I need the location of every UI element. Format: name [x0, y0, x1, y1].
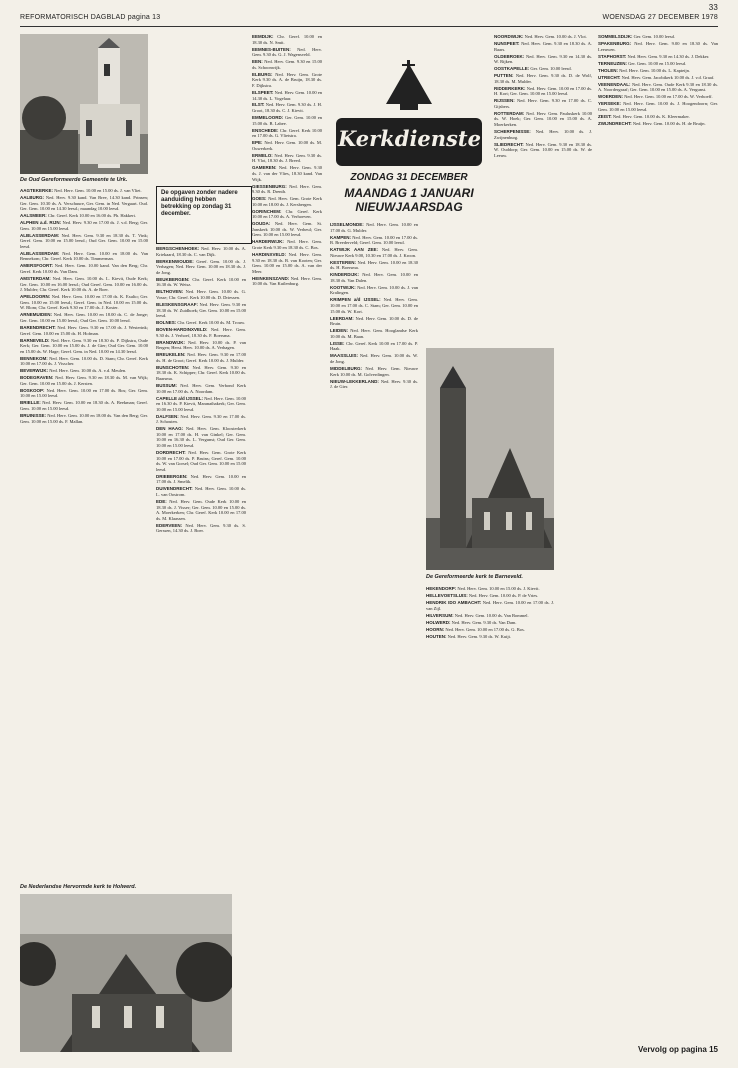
service-entry: DEN HAAG: Ned. Herv. Gem. Kloosterkerk 10.00 en 17.00 ds. H. van Ginkel; Ger. Gem. 10.00 en 16.30 ds. L. Vergunst; Oud Ger. Gem. 10.00 en 15.00 leesd. — [156, 426, 246, 449]
service-entry: HOLWERD: Ned. Herv. Gem. 9.30 ds. Van Dam. — [426, 619, 517, 625]
service-entry: ZEIST: Ned. Herv. Gem. 10.00 ds. K. Kleermaker. — [598, 113, 690, 119]
service-entry: BLESKENSGRAAF: Ned. Herv. Gem. 9.30 en 18.30 ds. W. Zuidhoek; Ger. Gem. 10.00 en 15.00 leesd. — [156, 301, 246, 319]
service-entry: SOMMELSDIJK: Ger. Gem. 10.00 leesd. — [598, 34, 676, 39]
service-entry: HELLEVOETSLUIS: Ned. Herv. Gem. 10.00 ds. P. de Vries. — [426, 592, 539, 598]
service-entry: DRIEBERGEN: Ned. Herv. Gem. 10.00 en 17.00 ds. J. Smelik. — [156, 473, 246, 485]
date-monday: MAANDAG 1 JANUARI — [344, 186, 474, 200]
service-entry: AALSMEER: Chr. Geref. Kerk 10.00 en 16.00 ds. Ph. Hakkert. — [20, 213, 136, 219]
service-entry: KRIMPEN a/d IJSSEL: Ned. Herv. Gem. 10.00 en 17.00 ds. C. Stam; Ger. Gem. 10.00 en 15.00 ds. W. Kort. — [330, 297, 418, 314]
service-entry: EEN: Ned. Herv. Gem. 9.30 en 15.00 ds. Schoonwijk. — [252, 59, 322, 70]
date-newyear: NIEUWJAARSDAG — [355, 200, 463, 214]
service-entry: EEMNES-BUITEN: Ned. Herv. Gem. 9.30 ds. G. J. Wagensveld. — [252, 46, 322, 58]
service-entry: WOERDEN: Ned. Herv. Gem. 10.00 en 17.00 ds. W. Verhoeff. — [598, 94, 713, 100]
service-entry: DALFSEN: Ned. Herv. Gem. 9.30 en 17.00 ds. J. Schouten. — [156, 413, 246, 425]
caption-church-holwerd: De Nederlandse Hervormde kerk te Holwerd. — [20, 884, 137, 890]
service-entry: YERSEKE: Ned. Herv. Gem. 10.00 ds. J. Hoogendoorn; Ger. Gem. 10.00 en 15.00 leesd. — [598, 101, 718, 112]
service-entry: SLIEDRECHT: Ned. Herv. Gem. 9.30 en 18.30 ds. W. Ouddorp; Ger. Gem. 10.00 en 15.00 ds. W. de Leeuw. — [494, 141, 592, 158]
service-entry: EDERVEEN: Ned. Herv. Gem. 9.30 ds. S. Gerssen, 14.30 ds. J. Boer. — [156, 522, 246, 534]
service-entry: BUNSCHOTEN: Ned. Herv. Gem. 9.30 en 18.30 ds. K. Schipper; Chr. Geref. Kerk 10.00 ds. Baarsma. — [156, 364, 246, 381]
service-entry: HOORN: Ned. Herv. Gem. 10.00 en 17.00 ds. G. Bos. — [426, 626, 525, 632]
service-entry: BEUKBERGEN: Chr. Geref. Kerk 10.00 en 16.30 ds. W. Weisz. — [156, 276, 246, 288]
caption-church-barneveld: De Gereformeerde kerk te Barneveld. — [426, 574, 523, 580]
service-entry: TERNEUZEN: Ger. Gem. 10.00 en 15.00 leesd. — [598, 60, 687, 66]
service-entry: NUNSPEET: Ned. Herv. Gem. 9.30 en 18.30 ds. A. Baars. — [494, 40, 592, 52]
service-entry: DORDRECHT: Ned. Herv. Gem. Grote Kerk 10.00 en 17.00 ds. P. Bruins; Geref. Gem. 10.00 ds. W. van Gorsel; Oud Ger. Gem. 10.00 en 15.00 leesd. — [156, 450, 246, 472]
service-entry: HARDINXVELD: Ned. Herv. Gem. 9.30 en 18.30 ds. B. van Kooten; Ger. Gem. 10.00 en 15.00 ds. A. van der Meer. — [252, 252, 322, 274]
column-5 — [330, 222, 418, 1052]
service-entry: HENDRIK IDO AMBACHT: Ned. Herv. Gem. 10.00 en 17.00 ds. J. van Zijl. — [426, 599, 554, 611]
service-entry: BERGSCHENHOEK: Ned. Herv. 10.00 ds. A. Kriekaard, 18.30 ds. C. van Dijk. — [156, 246, 246, 257]
service-entry: BERKENWOUDE: Geref. Gem. 10.00 ds. J. Verhagen; Ned. Herv. Gem. 10.00 en 18.30 ds. J. de Jong. — [156, 258, 246, 275]
service-entry: BILTHOVEN: Ned. Herv. Gem. 10.00 ds. G. Vosse; Chr. Geref. Kerk 10.00 ds. D. Driessen. — [156, 289, 246, 300]
service-entry: ZWIJNDRECHT: Ned. Herv. Gem. 10.00 ds. H. de Bruijn. — [598, 120, 706, 126]
service-entry: LEERDAM: Ned. Herv. Gem. 10.00 ds. D. de Bruin. — [330, 315, 418, 327]
service-entry: LEIDEN: Ned. Herv. Gem. Hooglandse Kerk 10.00 ds. M. Baan. — [330, 328, 418, 339]
service-entry: AMERSFOORT: Ned. Herv. Gem. 10.00 kand. Van den Berg; Chr. Geref. Kerk 10.00 ds. Van Dam. — [20, 263, 148, 275]
service-entry: BRANDWIJK: Ned. Herv. 10.00 ds. P. van Bergen; Herst. Herv. 10.00 ds. A. Verhagen. — [156, 339, 246, 351]
photo-church-barneveld — [426, 348, 554, 570]
caption-church-urk: De Oud Gereformeerde Gemeente te Urk. — [20, 177, 128, 183]
service-entry: GIESSENBURG: Ned. Herv. Gem. 9.30 ds. R. Drenth. — [252, 183, 322, 195]
service-entry: GAMEREN: Ned. Herv. Gem. 9.30 ds. J. van der Vlies, 18.30 kand. Van Wijk. — [252, 165, 322, 182]
church-barneveld-image — [426, 348, 554, 570]
service-entry: GOUDA: Ned. Herv. Gem. St. Janskerk 10.00 ds. W. Verheul; Ger. Gem. 10.00 en 15.00 leesd. — [252, 221, 322, 238]
continue-note: Vervolg op pagina 15 — [637, 1045, 718, 1054]
service-entry: ELST: Ned. Herv. Gem. 9.30 ds. J. H. Groot, 18.30 ds. C. J. Kievit. — [252, 102, 322, 114]
service-entry: UTRECHT: Ned. Herv. Gem. Jacobikerk 10.00 ds. J. v.d. Graaf. — [598, 74, 715, 80]
service-entry: LISSE: Chr. Geref. Kerk 10.00 en 17.00 ds. P. Haak. — [330, 340, 418, 352]
service-entry: STAPHORST: Ned. Herv. Gem. 9.30 en 14.30 ds. J. Dekker. — [598, 53, 710, 59]
service-entry: BRUINISSE: Ned. Herv. Gem. 10.00 en 18.00 ds. Van den Berg; Ger. Gem. 10.00 en 15.00 ds. F. Mallan. — [20, 413, 148, 424]
column-2 — [156, 246, 246, 886]
service-entry: ROTTERDAM: Ned. Herv. Gem. Pauluskerk 10.00 ds. W. Hoek; Ger. Gem. 10.00 en 15.00 ds. A. Moerkerken. — [494, 110, 592, 128]
header-date: WOENSDAG 27 DECEMBER 1978 — [602, 14, 718, 21]
church-logo-icon — [330, 60, 497, 170]
service-entry: ARNEMUIDEN: Ned. Herv. Gem. 10.00 en 18.00 ds. C. de Jonge; Ger. Gem. 10.00 en 15.00 leesd.; Oud Ger. Gem. 10.00 leesd. — [20, 312, 148, 323]
service-entry: OOSTKAPELLE: Ger. Gem. 10.00 leesd. — [494, 66, 572, 72]
service-entry: SPAKENBURG: Ned. Herv. Gem. 9.00 en 18.30 ds. Van Leeuwen. — [598, 40, 718, 52]
service-entry: BUSSUM: Ned. Herv. Gem. Verbond Kerk 10.00 en 17.00 ds. A. Noordam. — [156, 382, 246, 394]
service-entry: KESTEREN: Ned. Herv. Gem. 10.00 en 18.30 ds. H. Boersma. — [330, 259, 418, 271]
service-entry: HEINKENSZAND: Ned. Herv. Gem. 10.00 ds. Van Kuilenburg. — [252, 275, 322, 287]
service-entry: ALBLASSERDAM: Ned. Herv. Gem. 10.00 en 18.00 ds. Van Bennekom; Chr. Geref. Kerk 10.00 ds. Timmerman. — [20, 250, 148, 262]
service-entry: KAMPEN: Ned. Herv. Gem. 10.00 en 17.00 ds. B. Breederveld; Geref. Gem. 10.00 leesd. — [330, 234, 418, 246]
column-6 — [494, 34, 592, 344]
service-entry: IJSSELMONDE: Ned. Herv. Gem. 10.00 en 17.00 ds. G. Mulder. — [330, 222, 418, 233]
service-entry: THOLEN: Ned. Herv. Gem. 10.00 ds. L. Kapteijn. — [598, 67, 690, 73]
kerkdiensten-logo — [330, 60, 497, 170]
service-entry: GORINCHEM: Chr. Geref. Kerk 10.00 en 17.00 ds. A. Verhoeven. — [252, 208, 322, 220]
service-entry: BENNEKOM: Ned. Herv. Gem. 10.00 ds. D. Stam; Chr. Geref. Kerk 10.00 en 17.00 ds. J. Visscher. — [20, 355, 148, 367]
service-entry: RIDDERKERK: Ned. Herv. Gem. 10.00 en 17.00 ds. H. Kort; Ger. Gem. 10.00 en 15.00 leesd. — [494, 85, 592, 97]
service-entry: EEMDIJK: Chr. Geref. 10.00 en 18.30 ds. N. Smit. — [252, 34, 322, 45]
service-entry: BODEGRAVEN: Ned. Herv. Gem. 9.30 en 18.30 ds. M. van Wijk; Ger. Gem. 10.00 en 15.00 ds. J. Kersten. — [20, 375, 148, 386]
photo-church-holwerd — [20, 894, 232, 1052]
service-entry: GOES: Ned. Herv. Gem. Grote Kerk 10.00 en 18.00 ds. J. Kersbergen. — [252, 196, 322, 207]
service-entry: NOORDWIJK: Ned. Herv. Gem. 10.00 ds. J. Vlot. — [494, 34, 587, 39]
date-sunday: ZONDAG 31 DECEMBER — [350, 172, 468, 183]
column-1 — [20, 188, 148, 876]
service-entry: BRIELLE: Ned. Herv. Gem. 10.00 en 18.30 ds. A. Beekman; Geref. Gem. 10.00 en 15.00 leesd. — [20, 400, 148, 412]
church-holwerd-image — [20, 894, 232, 1052]
service-entry: ELBURG: Ned. Herv. Gem. Grote Kerk 9.30 ds. A. de Bruijn, 18.30 ds. F. Dijkstra. — [252, 71, 322, 88]
service-entry: BREUKELEN: Ned. Herv. Gem. 9.30 en 17.00 ds. H. de Groot; Geref. Kerk 10.00 ds. J. Mulder. — [156, 352, 246, 363]
column-6-lower — [426, 586, 554, 1052]
service-entry: BARNEVELD: Ned. Herv. Gem. 9.30 en 18.30 ds. P. Dijkstra, Oude Kerk; Ger. Gem. 10.00 en 15.00 ds. J. de Gier; Oud Ger. Gem. 10.00 en 15.00 ds. W. Hage; Geref. Gem. in Ned. 10.00 en 14.30 leesd. — [20, 337, 148, 354]
service-entry: BEVERWIJK: Ned. Herv. Gem. 10.00 ds. A. v.d. Meulen. — [20, 368, 127, 374]
service-entry: EDE: Ned. Herv. Gem. Oude Kerk 10.00 en 18.30 ds. J. Visser; Ger. Gem. 10.00 en 15.00 ds. A. Moerkerken; Chr. Geref. Kerk 10.00 en 17.00 ds. M. Klaassen. — [156, 498, 246, 521]
column-3 — [252, 34, 322, 1052]
service-entry: VEENENDAAL: Ned. Herv. Gem. Oude Kerk 9.30 en 18.30 ds. A. Noordergraaf; Ger. Gem. 10.00 en 15.00 ds. A. Vergunst. — [598, 81, 718, 93]
photo-church-urk — [20, 34, 148, 174]
header-page-number: 33 — [708, 3, 718, 12]
service-entry: EPE: Ned. Herv. Gem. 10.00 ds. M. Ouwerkerk. — [252, 140, 322, 151]
column-7 — [598, 34, 718, 1044]
service-entry: BOVEN-HARDINXVELD: Ned. Herv. Gem. 9.30 ds. J. Verhoef, 18.30 ds. F. Boersma. — [156, 327, 246, 338]
service-entry: HARDERWIJK: Ned. Herv. Gem. Grote Kerk 9.30 en 18.30 ds. C. Bos. — [252, 239, 322, 251]
service-entry: ALBLASSERDAM: Ned. Herv. Gem. 9.30 en 18.30 ds. T. Vink; Geref. Gem. 10.00 en 15.00 leesd.; Oud Ger. Gem. 10.00 en 15.00 leesd. — [20, 232, 148, 249]
service-entry: AALBURG: Ned. Herv. 9.30 kand. Van Bree, 14.30 kand. Prinsen; Ger. Gem. 10.30 ds. A. Verschuure, Ger. Gem. in Ned. Vergaart. Oud. Ger. Gem. 10.00 en 14.30 leesd.; maandag 10.00 leesd. — [20, 194, 148, 212]
service-entry: DUIVENDRECHT: Ned. Herv. Gem. 10.00 ds. L. van Oostrom. — [156, 486, 246, 497]
header-paper-title: REFORMATORISCH DAGBLAD pagina 13 — [20, 14, 161, 21]
service-entry: EMMELOORD: Ger. Gem. 10.00 en 15.00 ds. B. Labee. — [252, 115, 322, 126]
service-entry: PUTTEN: Ned. Herv. Gem. 9.30 ds. D. de Wolf, 18.30 ds. M. Mulder. — [494, 73, 592, 84]
service-entry: KOOTWIJK: Ned. Herv. Gem. 10.00 ds. J. van Kralingen. — [330, 284, 418, 296]
service-entry: NIEUW-LEKKERLAND: Ned. Herv. 9.30 ds. J. de Gier. — [330, 378, 418, 390]
page-header — [20, 3, 718, 24]
service-entry: BARENDRECHT: Ned. Herv. Gem. 9.30 en 17.00 ds. J. Westerink; Geref. Gem. 10.00 en 15.00 ds. H. Hofman. — [20, 324, 148, 336]
service-entry: BOSKOOP: Ned. Herv. Gem. 10.00 en 17.00 ds. Bos; Ger. Gem. 10.00 en 15.00 leesd. — [20, 387, 148, 399]
service-entry: ELSPEET: Ned. Herv. Gem. 10.00 en 14.30 ds. L. Vogelaar. — [252, 89, 322, 101]
service-entry: RIJSSEN: Ned. Herv. Gem. 9.30 en 17.00 ds. C. Gijsbers. — [494, 98, 592, 109]
church-urk-image — [20, 34, 148, 174]
service-entry: MIDDELBURG: Ned. Herv. Gem. Nieuwe Kerk 10.00 ds. M. Golverdingen. — [330, 365, 418, 377]
service-entry: APELDOORN: Ned. Herv. Gem. 10.00 en 17.00 ds. K. Exalto; Ger. Gem. 10.00 en 15.00 leesd.; Geref. Gem. in Ned. 10.00 en 15.00 ds. W. Blom; Chr. Geref. Kerk 9.30 en 17.00 ds. J. Koster. — [20, 294, 148, 311]
service-entry: ERMELO: Ned. Herv. Gem. 9.30 ds. H. Vlot, 18.30 ds. J. Breed. — [252, 152, 322, 164]
service-entry: BOLNES: Chr. Geref. Kerk 10.00 ds. M. Trouw. — [156, 320, 246, 326]
service-entry: SCHERPENISSE: Ned. Herv. 10.00 ds. J. Zwijnenburg. — [494, 129, 592, 140]
service-entry: KINDERDIJK: Ned. Herv. Gem. 10.00 en 18.30 ds. Van Dalen. — [330, 272, 418, 283]
service-entry: HOUTEN: Ned. Herv. Gem. 9.30 ds. W. Kuijt. — [426, 633, 511, 639]
service-entry: AMSTERDAM: Ned. Herv. Gem. 10.00 ds. L. Kievit, Oude Kerk; Ger. Gem. 10.00 en 16.00 leesd.; Oud Geref. Gem. 10.00 en 16.00 ds. J. Mulder; Chr. Geref. Kerk 10.00 ds. A. de Boer. — [20, 276, 148, 293]
logo-title: Kerkdiensten — [338, 126, 497, 151]
service-entry: KATWIJK AAN ZEE: Ned. Herv. Gem. Nieuwe Kerk 9.00, 10.30 en 17.00 ds. J. Kroon. — [330, 247, 418, 258]
header-rule — [20, 26, 718, 27]
service-entry: MAASSLUIS: Ned. Herv. Gem. 10.00 ds. W. de Jong. — [330, 353, 418, 364]
service-entry: HILVERSUM: Ned. Herv. Gem. 10.00 ds. Van Bommel. — [426, 612, 529, 618]
service-entry: ENSCHEDE: Chr. Geref. Kerk 10.00 en 17.00 ds. G. Vlietstra. — [252, 127, 322, 139]
service-entry: CAPELLE a/d IJSSEL: Ned. Herv. Gem. 10.00 en 16.30 ds. P. Kievit, Maranathakerk; Ger. Gem. 10.00 en 15.00 leesd. — [156, 395, 246, 412]
service-entry: HEKENDORP: Ned. Herv. Gem. 10.00 en 15.00 ds. J. Kievit. — [426, 586, 540, 591]
notice-text: De opgaven zonder nadere aanduiding hebben betrekking op zondag 31 december. — [161, 190, 238, 217]
service-entry: AAGTEKERKE: Ned. Herv. Gem. 10.00 en 15.00 ds. J. van Vliet. — [20, 188, 142, 193]
service-entry: ALPHEN a.d. RIJN: Ned. Herv. 9.30 en 17.00 ds. J. v.d. Berg; Ger. Gem. 10.00 en 15.00 leesd. — [20, 220, 148, 231]
service-entry: OLDEBROEK: Ned. Herv. Gem. 9.30 en 14.30 ds. W. Rijken. — [494, 53, 592, 65]
notice-box — [156, 186, 252, 244]
